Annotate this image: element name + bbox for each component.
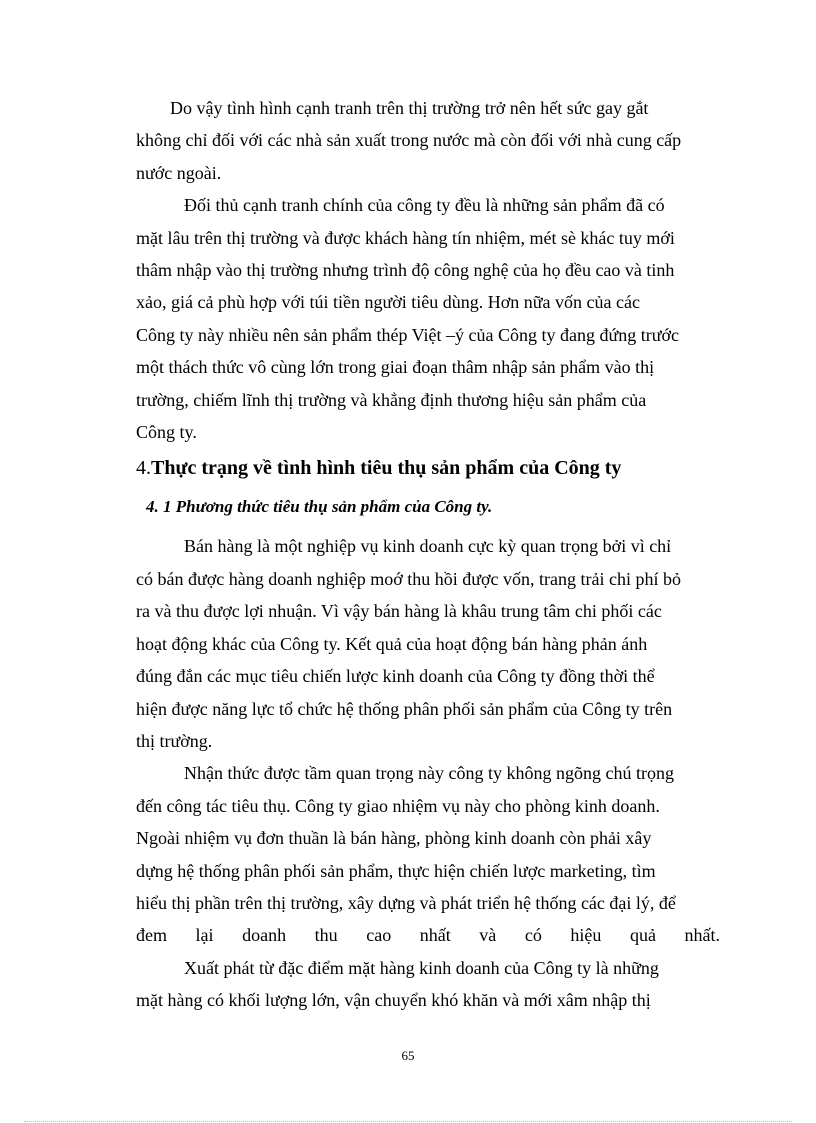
text-line: không chỉ đối với các nhà sản xuất trong nước mà còn đối với nhà cung cấp [136, 130, 682, 151]
text-line: Nhận thức được tầm quan trọng này công ty không ngõng chú trọng [184, 763, 674, 784]
section-title: Thực trạng về tình hình tiêu thụ sản phẩm của Công ty [151, 457, 622, 480]
text-line: có bán được hàng doanh nghiệp moớ thu hồi được vốn, trang trải chi phí bỏ [136, 568, 681, 589]
text-line: một thách thức vô cùng lớn trong giai đoạn thâm nhập sản phẩm vào thị [136, 357, 655, 378]
text-line: ra và thu được lợi nhuận. Vì vậy bán hàng là khâu trung tâm chi phối các [136, 601, 662, 622]
text-line: thâm nhập vào thị trường nhưng trình độ công nghệ của họ đều cao và tinh [136, 260, 675, 281]
page-number: 65 [401, 1048, 415, 1063]
text-line: hoạt động khác của Công ty. Kết quả của hoạt động bán hàng phản ánh [136, 633, 648, 654]
text-line: đến công tác tiêu thụ. Công ty giao nhiệm vụ này cho phòng kinh doanh. [136, 795, 660, 816]
text-line: dựng hệ thống phân phối sản phẩm, thực hiện chiến lược marketing, tìm [136, 860, 656, 881]
text-line: Xuất phát từ đặc điểm mặt hàng kinh doanh của Công ty là những [184, 957, 659, 978]
text-line: trường, chiếm lĩnh thị trường và khẳng định thương hiệu sản phẩm của [136, 389, 647, 410]
text-line: Công ty. [136, 422, 197, 443]
section-number: 4. [136, 457, 151, 480]
text-line: Bán hàng là một nghiệp vụ kinh doanh cực kỳ quan trọng bởi vì chỉ [184, 536, 672, 557]
text-line: Ngoài nhiệm vụ đơn thuần là bán hàng, phòng kinh doanh còn phải xây [136, 828, 652, 849]
text-line: thị trường. [136, 730, 213, 751]
text-line: hiện được năng lực tổ chức hệ thống phân phối sản phẩm của Công ty trên [136, 698, 673, 719]
text-line: hiểu thị phần trên thị trường, xây dựng và phát triển hệ thống các đại lý, để [136, 892, 676, 913]
paragraph-product-characteristics [136, 952, 720, 1017]
document-page [136, 92, 720, 1017]
text-line: Đối thủ cạnh tranh chính của công ty đều là những sản phẩm đã có [184, 195, 665, 216]
section-heading [136, 450, 720, 486]
paragraph-sales-importance [136, 530, 720, 757]
paragraph-main-competitors [136, 189, 720, 448]
text-line: mặt lâu trên thị trường và được khách hàng tín nhiệm, mét sè khác tuy mới [136, 227, 675, 248]
page-bottom-divider [24, 1121, 792, 1122]
paragraph-sales-department [136, 757, 720, 951]
text-line: xảo, giá cả phù hợp với túi tiền người tiêu dùng. Hơn nữa vốn của các [136, 292, 640, 313]
subsection-heading: 4. 1 Phương thức tiêu thụ sản phẩm của Công ty. [146, 497, 493, 517]
text-line: Công ty này nhiều nên sản phẩm thép Việt –ý của Công ty đang đứng trước [136, 324, 680, 345]
text-line: mặt hàng có khối lượng lớn, vận chuyển khó khăn và mới xâm nhập thị [136, 990, 651, 1011]
paragraph-competition-intro [136, 92, 720, 189]
text-line: Do vậy tình hình cạnh tranh trên thị trường trở nên hết sức gay gắt [170, 98, 649, 118]
text-line: đem lại doanh thu cao nhất và có hiệu quả nhất. [136, 925, 720, 946]
text-line: nước ngoài. [136, 162, 222, 183]
text-line: đúng đắn các mục tiêu chiến lược kinh doanh của Công ty đồng thời thể [136, 666, 655, 687]
